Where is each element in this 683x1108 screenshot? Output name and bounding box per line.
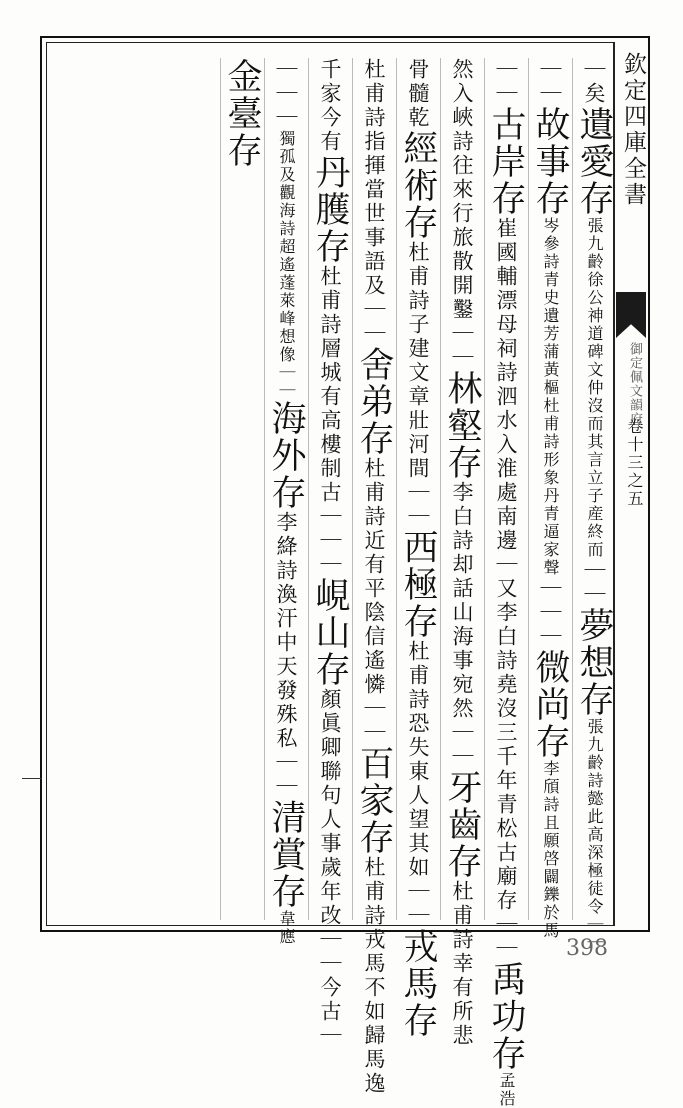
text-column bbox=[220, 58, 262, 920]
body-text: ｜｜ bbox=[582, 559, 606, 607]
column-text bbox=[310, 58, 350, 1048]
entry-headword: 戎馬存 bbox=[398, 928, 438, 1039]
entry-headword: 清賞存 bbox=[266, 799, 306, 910]
entry-headword: 經術存 bbox=[398, 130, 438, 241]
body-text: ｜｜｜ bbox=[274, 58, 298, 130]
entry-headword: 丹臒存 bbox=[310, 154, 350, 265]
entry-headword: 西極存 bbox=[398, 529, 438, 640]
page-number: 398 bbox=[566, 936, 608, 961]
entry-headword: 海外存 bbox=[266, 400, 306, 511]
entry-headword: 夢想存 bbox=[574, 607, 614, 718]
entry-headword: 故事存 bbox=[530, 106, 570, 217]
column-text bbox=[266, 58, 306, 946]
column-text bbox=[574, 58, 614, 952]
column-text bbox=[354, 58, 394, 1096]
text-column bbox=[396, 58, 438, 1039]
body-text: 骨髓乾 bbox=[406, 58, 430, 130]
body-text: ｜｜｜ bbox=[538, 577, 562, 649]
entry-headword: 峴山存 bbox=[310, 577, 350, 688]
body-text: 杜甫詩戎馬不如歸馬逸 bbox=[362, 856, 386, 1096]
edge-mark bbox=[22, 778, 42, 779]
entry-headword: 舍弟存 bbox=[354, 346, 394, 457]
body-text: ｜｜ bbox=[450, 322, 474, 370]
annotation-text: 韋應 bbox=[277, 910, 296, 946]
column-text bbox=[222, 58, 262, 169]
text-column bbox=[484, 58, 526, 1108]
body-text: ｜｜ bbox=[494, 58, 518, 106]
entry-headword: 微尚存 bbox=[530, 649, 570, 760]
section-label: 御定佩文韻府 bbox=[627, 342, 642, 426]
column-text bbox=[486, 58, 526, 1108]
annotation-text: 獨孤及觀海詩超遙蓬萊峰想像｜｜ bbox=[277, 130, 296, 400]
body-text: ｜｜ bbox=[450, 721, 474, 769]
text-column bbox=[528, 58, 570, 940]
annotation-text: 孟浩 bbox=[497, 1072, 516, 1108]
entry-headword: 百家存 bbox=[354, 745, 394, 856]
entry-headword: 牙齒存 bbox=[442, 769, 482, 880]
annotation-text: 張九齡徐公神道碑文仲沒而其言立子産終而 bbox=[585, 217, 604, 559]
entry-headword: 金臺存 bbox=[222, 58, 262, 169]
text-column bbox=[440, 58, 482, 1048]
column-text bbox=[530, 58, 570, 940]
body-text: ｜｜ bbox=[538, 58, 562, 106]
body-text: 杜甫詩指揮當世事語及｜｜ bbox=[362, 58, 386, 346]
entry-headword: 古岸存 bbox=[486, 106, 526, 217]
entry-headword: 遺愛存 bbox=[574, 106, 614, 217]
body-text: 千家今有 bbox=[318, 58, 342, 154]
body-text: 顏眞卿聯句人事歲年改｜｜今古｜ bbox=[318, 688, 342, 1048]
body-text: 杜甫詩幸有所悲 bbox=[450, 880, 474, 1048]
text-column bbox=[352, 58, 394, 1096]
text-column bbox=[308, 58, 350, 1048]
annotation-text: 張九齡詩懿此高深極徒令｜｜ bbox=[585, 718, 604, 952]
entry-headword: 禹功存 bbox=[486, 961, 526, 1072]
body-text: 李絳詩渙汗中天發殊私｜｜ bbox=[274, 511, 298, 799]
volume-label: 卷十三之五 bbox=[625, 418, 644, 508]
body-text: 杜甫詩恐失東人望其如｜｜ bbox=[406, 640, 430, 928]
body-text: 杜甫詩近有平陰信遙憐｜｜ bbox=[362, 457, 386, 745]
text-column bbox=[264, 58, 306, 946]
body-text: 杜甫詩子建文章壯河間｜｜ bbox=[406, 241, 430, 529]
annotation-text: 李頎詩且願啓闢鑠於馬 bbox=[541, 760, 560, 940]
annotation-text: 岑參詩青史遺芳蒲黃樞杜甫詩形象丹青逼家聲 bbox=[541, 217, 560, 577]
body-text: 李白詩却話山海事宛然 bbox=[450, 481, 474, 721]
body-text: ｜｜ bbox=[494, 913, 518, 961]
body-text: ｜矣 bbox=[582, 58, 606, 106]
body-text: 杜甫詩層城有高樓制古｜｜｜ bbox=[318, 265, 342, 577]
book-title: 欽定四庫全書 bbox=[620, 52, 646, 208]
body-text: 然入峽詩往來行旅散開鑿 bbox=[450, 58, 474, 322]
column-text bbox=[442, 58, 482, 1048]
entry-headword: 林壑存 bbox=[442, 370, 482, 481]
body-text: 崔國輔漂母祠詩泗水入淮處南邊｜又李白詩堯沒三千年青松古廟存 bbox=[494, 217, 518, 913]
column-text bbox=[398, 58, 438, 1039]
